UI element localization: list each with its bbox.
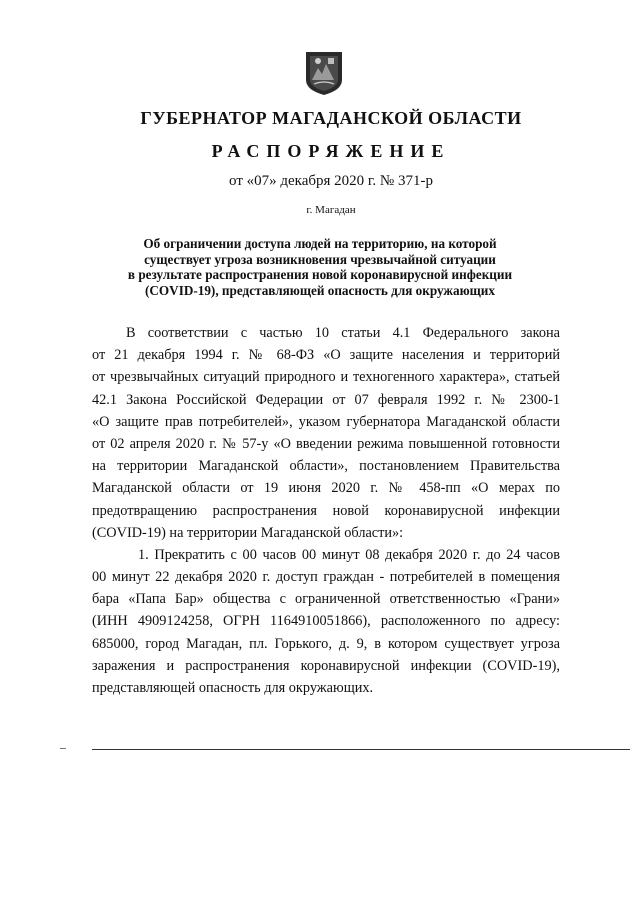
preamble-line: «О защите прав потребителей», указом губернатора Магаданской области <box>92 413 560 430</box>
preamble-line: предотвращению распространения новой коронавирусной инфекции <box>92 502 560 519</box>
preamble-line: от чрезвычайных ситуаций природного и техногенного характера», статьей <box>92 369 560 386</box>
order-title: РАСПОРЯЖЕНИЕ <box>211 141 451 161</box>
item-1-line: 1. Прекратить с 00 часов 00 минут 08 декабря 2020 г. до 24 часов <box>138 546 560 563</box>
preamble-line: (COVID-19) на территории Магаданской области»: <box>92 524 404 541</box>
coat-of-arms-icon <box>304 50 344 96</box>
preamble-line: 42.1 Закона Российской Федерации от 07 февраля 1992 г. № 2300-1 <box>92 391 560 408</box>
preamble-line: от 02 апреля 2020 г. № 57-у «О введении режима повышенной готовности <box>92 435 560 452</box>
subject-line: в результате распространения новой коронавирусной инфекции <box>127 267 513 283</box>
item-1-line: (ИНН 4909124258, ОГРН 1164910051866), расположенного по адресу: <box>92 613 560 630</box>
preamble-line: от 21 декабря 1994 г. № 68-ФЗ «О защите населения и территорий <box>92 347 560 364</box>
order-body <box>92 322 560 699</box>
preamble-line: В соответствии с частью 10 статьи 4.1 Федерального закона <box>126 325 560 341</box>
scan-mark <box>60 748 66 749</box>
order-date: от «07» декабря 2020 г. № 371-р <box>229 173 433 189</box>
subject-line: существует угроза возникновения чрезвычайной ситуации <box>144 251 496 267</box>
subject-line: (COVID-19), представляющей опасность для окружающих <box>145 282 495 298</box>
subject-line: Об ограничении доступа людей на территорию, на которой <box>143 236 497 251</box>
preamble-line: Магаданской области от 19 июня 2020 г. № 458-пп «О мерах по <box>92 480 560 497</box>
order-city: г. Магадан <box>306 204 356 216</box>
order-subject <box>96 236 544 298</box>
item-1-line: заражения и распространения коронавирусной инфекции (COVID-19), <box>92 657 560 674</box>
item-1-line: 685000, город Магадан, пл. Горького, д. 9, в котором существует угроза <box>92 635 560 652</box>
preamble-line: на территории Магаданской области», постановлением Правительства <box>92 458 560 475</box>
footer-rule <box>92 749 630 750</box>
item-1-line: 00 минут 22 декабря 2020 г. доступ граждан - потребителей в помещения <box>92 569 560 586</box>
item-1-line: бара «Папа Бар» общества с ограниченной ответственностью «Грани» <box>92 591 560 608</box>
item-1-line: представляющей опасность для окружающих. <box>92 680 374 696</box>
governor-heading: ГУБЕРНАТОР МАГАДАНСКОЙ ОБЛАСТИ <box>140 108 522 128</box>
